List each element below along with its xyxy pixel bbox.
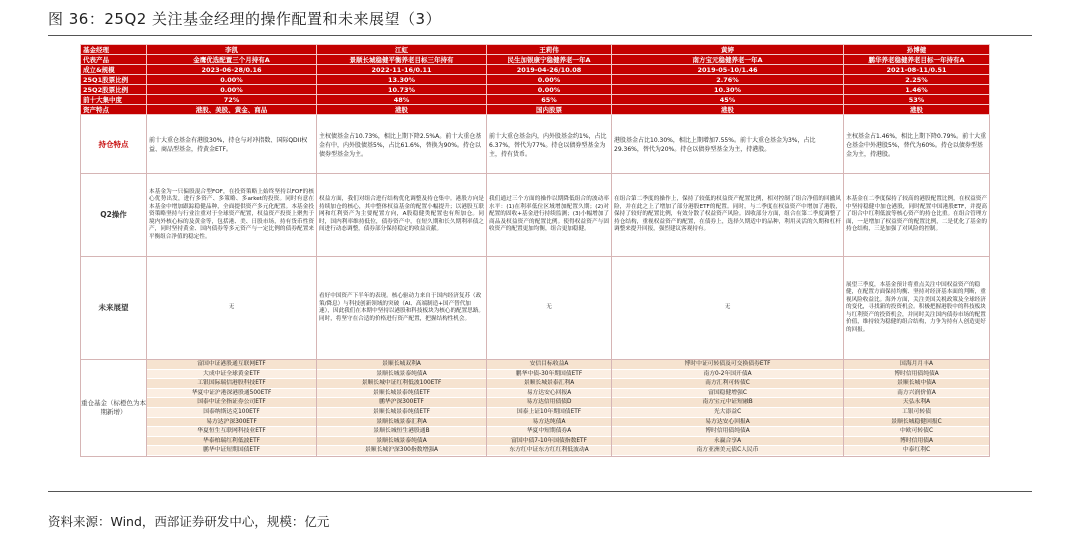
fund-item: 富国中证港股通互联网ETF	[147, 360, 316, 370]
fund-item: 景顺长城稳健回报C	[844, 418, 989, 428]
row-label: 25Q1股票比例	[81, 75, 147, 85]
fund-list	[844, 360, 989, 456]
funds-cell	[612, 360, 844, 457]
row-label: 未来展望	[81, 257, 147, 360]
q2-row	[81, 174, 990, 257]
bottom-divider	[48, 491, 1032, 492]
header-cell: 景顺长城稳健平衡养老目标三年持有	[317, 55, 487, 65]
header-cell: 53%	[844, 95, 990, 105]
q2-cell: 在组合第二季度的操作上，保持了较低的权益资产配置比例，相对控制了组合净值的回撤风险，并在此之上了增加了部分港股ETF的配置。同时，与二季度在权益资产中增加了港股，保持了较好的配置比例，有效分散了权益资产风险。固收部分方面，组合在第二季度调整了持仓结构，重视权益资产的配置，在债券上，选择久期适中的品种，利用灵活的久期和杠杆调整来提升回报，强烈建议客观持有。	[612, 174, 844, 257]
fund-item: 景顺长城双利A	[317, 360, 486, 370]
header-cell: 李凯	[147, 45, 317, 55]
fund-item: 南方0-2年国开债A	[612, 370, 843, 380]
header-cell: 1.46%	[844, 85, 990, 95]
top-divider	[48, 35, 1032, 36]
q2-cell: 本基金在二季度保持了较高的港股配置比例，在权益资产中坚持稳健中加仓港股，同时配置中国港股ETF，并提高了组合中红利低波等核心资产的持仓比重。在组合管理方面，一是增加了权益资产的配置比例，二是优化了基金的持仓结构，三是加强了对风险的控制。	[844, 174, 990, 257]
figure-title: 图 36：25Q2 关注基金经理的操作配置和未来展望（3）	[48, 10, 442, 28]
fund-item: 安信目标收益A	[487, 360, 611, 370]
header-cell: 江虹	[317, 45, 487, 55]
holdings-cell: 港股基金占比10.30%，相比上期增加7.55%。前十大重仓基金为3%，占比29.36%，替代为20%。持仓以债券型基金为主，持港股。	[612, 115, 844, 174]
header-cell: 2.76%	[612, 75, 844, 85]
fund-item: 华夏中证沪港深港股通500ETF	[147, 389, 316, 399]
fund-item: 博时中证可转债及可交换债券ETF	[612, 360, 843, 370]
row-label: Q2操作	[81, 174, 147, 257]
header-row	[81, 65, 990, 75]
fund-item: 国泰纳斯达克100ETF	[147, 408, 316, 418]
fund-item: 国泰上证10年期国债ETF	[487, 408, 611, 418]
fund-item: 景顺长城景泰纯债ETF	[317, 389, 486, 399]
fund-item: 易方达纯债A	[487, 418, 611, 428]
fund-list	[317, 360, 486, 456]
fund-item: 博时信用债纯债A	[844, 370, 989, 380]
fund-item: 华夏中短期债券A	[487, 427, 611, 437]
fund-item: 华泰柏瑞红利低波ETF	[147, 437, 316, 447]
holdings-cell: 主权债基金占10.73%，相比上期下降2.5%A。前十大重仓基金有中，内外股债基5%，占比61.6%，替换为90%。持仓以债券型基金为主。	[317, 115, 487, 174]
holdings-row	[81, 115, 990, 174]
future-row	[81, 257, 990, 360]
manager-comparison-table	[80, 44, 990, 457]
fund-item: 中泰红利C	[844, 446, 989, 456]
q2-cell: 我们通过三个方面的操作以期降低组合的波动率水平：(1)在利率低位区域增加配置久期；(2)对配置的固收+基金进行持续监测；(3)小幅增加了商品及权益资产的配置比例。使得权益资产与固收资产的配置更加均衡，组合更加稳健。	[487, 174, 612, 257]
row-label: 持仓特点	[81, 115, 147, 174]
header-cell: 2019-04-26/10.08	[487, 65, 612, 75]
fund-item: 富国中债7-10年国债指数ETF	[487, 437, 611, 447]
fund-item: 景顺长城中证红利低波100ETF	[317, 379, 486, 389]
future-cell: 展望三季度，本基金预计将重点关注中国权益资产的稳健，在配置方面保持均衡、坚持对经济基本面的判断，重视风险收益比。海外方面，关注美国关税政策及全球经济的变化，寻找新的投资机会。积极把握港股中的科技板块与红利资产的投资机会，并同时关注国内债券市场的配置价值，维持较为稳健的组合结构，力争为持有人创造更好的回报。	[844, 257, 990, 360]
fund-item: 鹏华中债-30年期国债ETF	[487, 370, 611, 380]
header-row	[81, 75, 990, 85]
fund-item: 景顺长城景泰纯债A	[317, 370, 486, 380]
header-cell: 港股	[317, 105, 487, 115]
header-cell: 0.00%	[147, 75, 317, 85]
q2-cell: 权益方面，我们对组合进行结构优化调整及持仓集中。港股方向是持续加仓的核心，其中整体权益基金的配置小幅提升；以港股互联网和红利资产为主要配置方向，A股稳健类配置也有所加仓。同时，国内利率维持低位，债券资产中，在短久期和长久期利率债之间进行动态调整，债券部分保持稳定的收益贡献。	[317, 174, 487, 257]
holdings-cell: 前十大重仓基金有港股30%，持仓与对冲指数、国际QDII权益、商品型基金，持黄金ETF。	[147, 115, 317, 174]
header-row	[81, 55, 990, 65]
fund-item: 景顺长城景泰纯债ETF	[317, 408, 486, 418]
header-cell: 2019-05-10/1.46	[612, 65, 844, 75]
header-cell: 金鹰优选配置三个月持有A	[147, 55, 317, 65]
fund-item: 易方达沪深300ETF	[147, 418, 316, 428]
fund-item: 南方宝元中证短融B	[612, 398, 843, 408]
holdings-cell: 前十大重仓基金内，内外股基金约1%，占比6.37%，替代为77%。持仓以债券型基金为主，持有货币。	[487, 115, 612, 174]
fund-item: 工银可转债	[844, 408, 989, 418]
fund-item: 东方红中证东方红红利低波动A	[487, 446, 611, 456]
row-label: 25Q2股票比例	[81, 85, 147, 95]
header-cell: 黄婷	[612, 45, 844, 55]
source-note: 资料来源：Wind，西部证券研发中心，规模：亿元	[48, 514, 330, 529]
fund-item: 易方达安心回报A	[612, 418, 843, 428]
fund-item: 国泰中证全指证券公司ETF	[147, 398, 316, 408]
fund-item: 鹏华中证短期国债ETF	[147, 446, 316, 456]
header-cell: 13.30%	[317, 75, 487, 85]
header-cell: 南方宝元稳健养老一年A	[612, 55, 844, 65]
fund-item: 易方达安心回报A	[487, 389, 611, 399]
future-cell: 无	[487, 257, 612, 360]
row-label: 前十大集中度	[81, 95, 147, 105]
header-row	[81, 95, 990, 105]
funds-cell	[317, 360, 487, 457]
funds-cell	[487, 360, 612, 457]
fund-item: 中欧可转债C	[844, 427, 989, 437]
fund-list	[612, 360, 843, 456]
header-cell: 2.25%	[844, 75, 990, 85]
header-cell: 10.73%	[317, 85, 487, 95]
header-row	[81, 45, 990, 55]
header-cell: 民生加银康宁稳健养老一年A	[487, 55, 612, 65]
future-cell: 无	[147, 257, 317, 360]
header-cell: 孙博健	[844, 45, 990, 55]
row-label: 基金经理	[81, 45, 147, 55]
fund-item: 景顺长城景泰汇利A	[317, 418, 486, 428]
fund-list	[487, 360, 611, 456]
future-cell: 看好中国资产下半年的表现。核心驱动力来自于国内经济复苏（政策/降息）与科技创新领域的突破（AI、高端制造+国产替代加速），因此我们在本期中坚持以港股和科技板块为核心的配置思路。同时，将坚守在合适的价格进行资产配置，把握结构性机会。	[317, 257, 487, 360]
header-cell: 鹏华养老稳健养老目标一年持有A	[844, 55, 990, 65]
fund-item: 博时信用债A	[844, 437, 989, 447]
fund-item: 易方达信用债债D	[487, 398, 611, 408]
row-label: 资产特点	[81, 105, 147, 115]
fund-item: 光大添益C	[612, 408, 843, 418]
fund-item: 景顺长城沪深300指数增强A	[317, 446, 486, 456]
fund-item: 华夏恒生互联网科技业ETF	[147, 427, 316, 437]
header-cell: 45%	[612, 95, 844, 105]
fund-list	[147, 360, 316, 456]
fund-item: 南方汇利可转债C	[612, 379, 843, 389]
fund-item: 景顺长城恒生港股通B	[317, 427, 486, 437]
holdings-cell: 主权基金占1.46%，相比上期下降0.79%。前十大重仓基金中外港股5%，替代为60%。持仓以债券型基金为主，持港股。	[844, 115, 990, 174]
funds-row	[81, 360, 990, 457]
header-cell: 0.00%	[487, 85, 612, 95]
header-cell: 10.30%	[612, 85, 844, 95]
header-cell: 2022-11-16/0.11	[317, 65, 487, 75]
header-cell: 2023-06-28/0.16	[147, 65, 317, 75]
header-cell: 国内股票	[487, 105, 612, 115]
row-label: 代表产品	[81, 55, 147, 65]
fund-item: 工银国际瑞信港股科技ETF	[147, 379, 316, 389]
fund-item: 南方亚洲美元债C人民币	[612, 446, 843, 456]
header-cell: 港股	[612, 105, 844, 115]
header-cell: 0.00%	[147, 85, 317, 95]
funds-cell	[147, 360, 317, 457]
future-cell: 无	[612, 257, 844, 360]
header-row	[81, 105, 990, 115]
fund-item: 博时信用债纯债A	[612, 427, 843, 437]
fund-item: 南方兴润价值A	[844, 389, 989, 399]
funds-cell	[844, 360, 990, 457]
header-cell: 港股	[844, 105, 990, 115]
header-cell: 王莉伟	[487, 45, 612, 55]
fund-item: 天弘永利A	[844, 398, 989, 408]
fund-item: 鹏华沪深300ETF	[317, 398, 486, 408]
header-cell: 2021-08-11/0.51	[844, 65, 990, 75]
fund-item: 景顺长城中债A	[844, 379, 989, 389]
fund-item: 永赢合享A	[612, 437, 843, 447]
q2-cell: 本基金为一只偏股混合型FOF，在投资策略上始终坚持以FOF的核心优势出发，进行多资产、多策略、多arket的投资。同时有意在本基金中增加跟踪稳健品种，全面提供资产多元化配置。本基金投资策略坚持与行业注重对于全球资产配置，权益资产投资上聚焦于境内外核心标的及黄金等，包括港、美、日股市场，持有货币性资产，同时坚持黄金、国内债券等多元资产与一定比例的债券配置来平衡组合净值的稳定性。	[147, 174, 317, 257]
header-cell: 65%	[487, 95, 612, 105]
header-cell: 0.00%	[487, 75, 612, 85]
fund-item: 国海月月丰A	[844, 360, 989, 370]
header-cell: 港股、美股、黄金、商品	[147, 105, 317, 115]
header-cell: 48%	[317, 95, 487, 105]
row-label: 重仓基金（标橙色为本期新增）	[81, 360, 147, 457]
header-row	[81, 85, 990, 95]
fund-item: 景顺长城景泰纯债A	[317, 437, 486, 447]
fund-item: 大成中证全球黄金ETF	[147, 370, 316, 380]
row-label: 成立&规模	[81, 65, 147, 75]
header-cell: 72%	[147, 95, 317, 105]
fund-item: 富国稳健增强C	[612, 389, 843, 399]
fund-item: 景顺长城景泰汇利A	[487, 379, 611, 389]
